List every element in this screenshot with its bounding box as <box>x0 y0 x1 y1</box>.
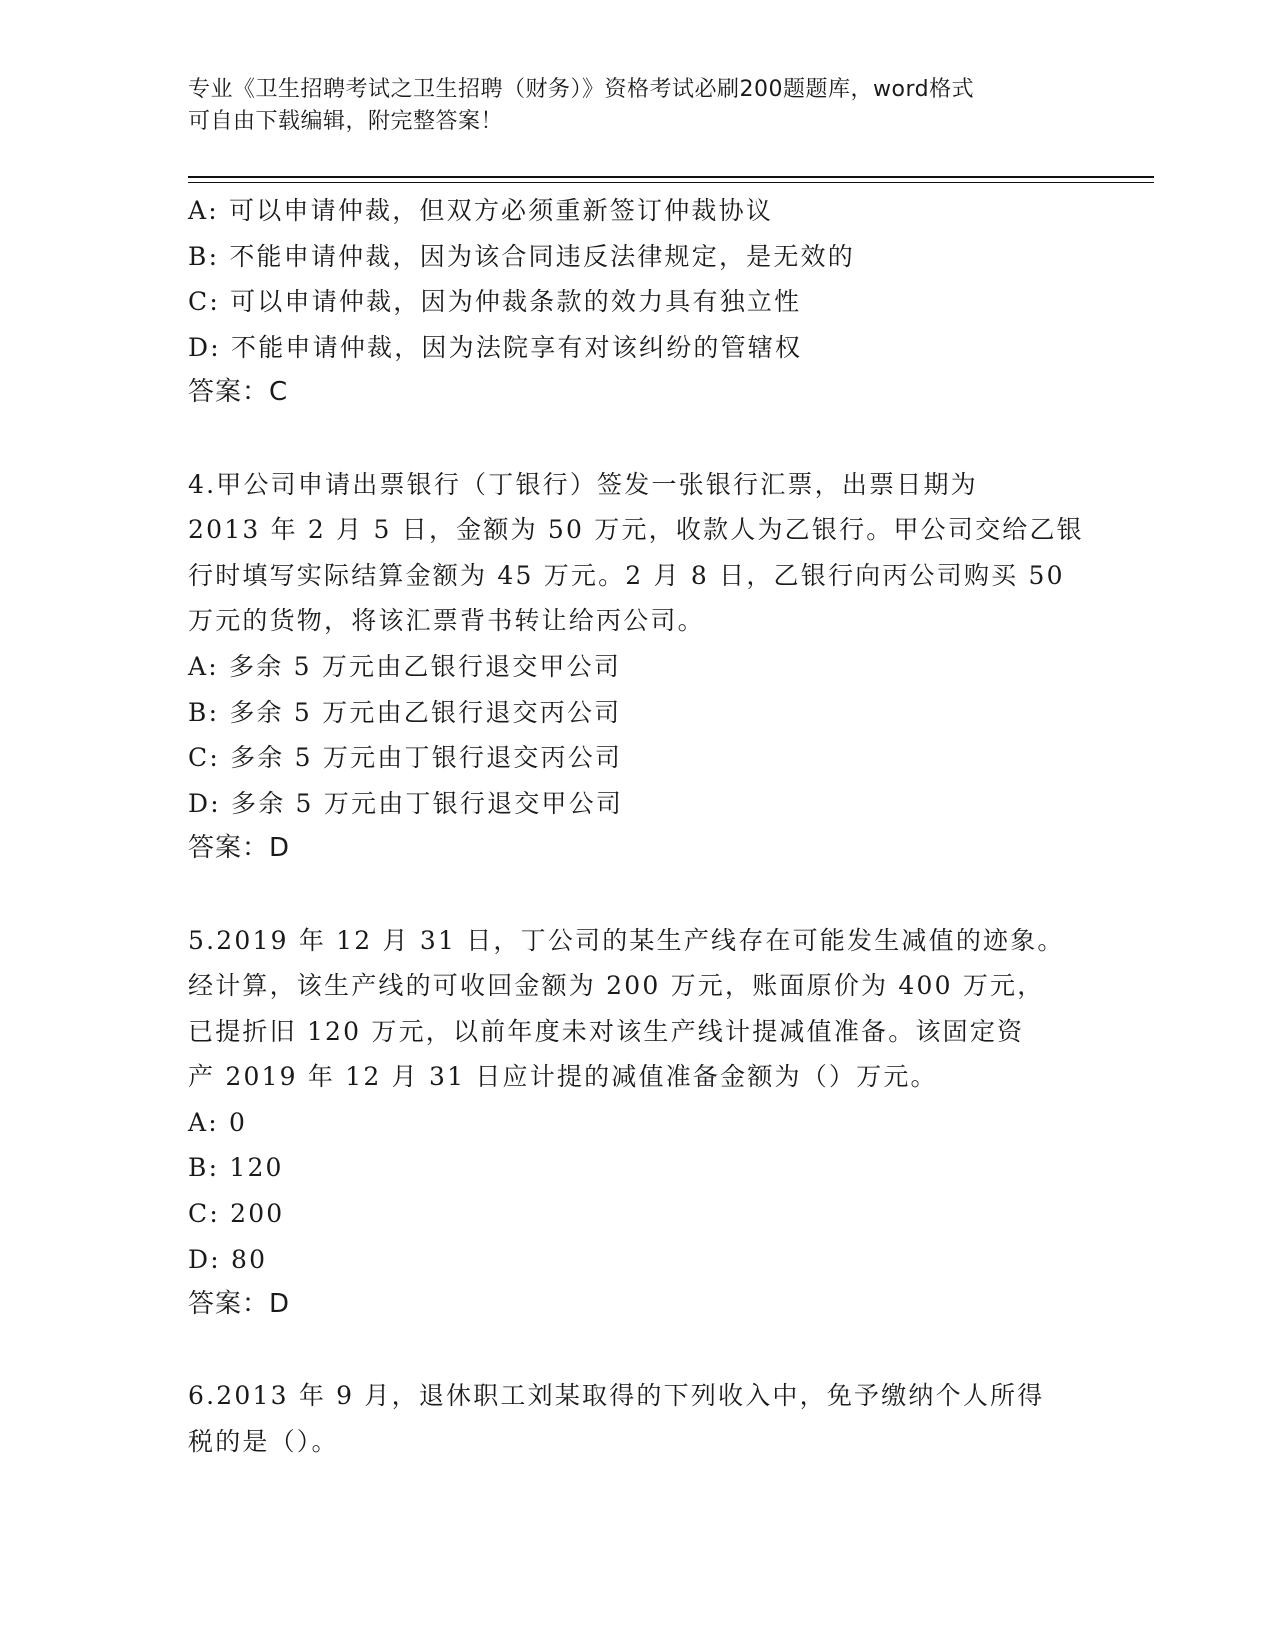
option-c: C: 200 <box>188 1199 285 1229</box>
question-stem-line: 5.2019 年 12 月 31 日，丁公司的某生产线存在可能发生减值的迹象。 <box>188 925 1065 955</box>
answer: 答案：C <box>188 377 289 408</box>
question-list <box>188 188 1088 1465</box>
question-5 <box>188 918 1088 1328</box>
spacer <box>188 1328 1088 1374</box>
option-d: D: 不能申请仲裁，因为法院享有对该纠纷的管辖权 <box>188 332 803 362</box>
question-4 <box>188 462 1088 872</box>
question-stem-line: 税的是（）。 <box>188 1427 339 1457</box>
question-stem-line: 行时填写实际结算金额为 45 万元。2 月 8 日，乙银行向丙公司购买 50 <box>188 560 1065 590</box>
header-title-line-2: 可自由下载编辑，附完整答案！ <box>188 109 504 134</box>
header-divider-thin <box>188 182 1154 183</box>
question-stem-line: 2013 年 2 月 5 日，金额为 50 万元，收款人为乙银行。甲公司交给乙银 <box>188 515 1084 545</box>
question-stem-line: 万元的货物，将该汇票背书转让给丙公司。 <box>188 606 705 636</box>
question-stem-line: 经计算，该生产线的可收回金额为 200 万元，账面原价为 400 万元， <box>188 971 1045 1001</box>
question-6 <box>188 1373 1088 1464</box>
question-stem-line: 已提折旧 120 万元，以前年度未对该生产线计提减值准备。该固定资 <box>188 1016 1025 1046</box>
option-b: B: 多余 5 万元由乙银行退交丙公司 <box>188 697 622 727</box>
option-b: B: 不能申请仲裁，因为该合同违反法律规定，是无效的 <box>188 241 855 271</box>
spacer <box>188 416 1088 462</box>
spacer <box>188 872 1088 918</box>
option-d: D: 80 <box>188 1244 268 1274</box>
header-divider-thick <box>188 176 1154 178</box>
answer: 答案：D <box>188 833 291 864</box>
question-stem-line: 4.甲公司申请出票银行（丁银行）签发一张银行汇票，出票日期为 <box>188 469 978 499</box>
question-stem-line: 产 2019 年 12 月 31 日应计提的减值准备金额为（）万元。 <box>188 1062 938 1092</box>
option-c: C: 多余 5 万元由丁银行退交丙公司 <box>188 743 623 773</box>
option-a: A: 0 <box>188 1107 248 1137</box>
option-d: D: 多余 5 万元由丁银行退交甲公司 <box>188 788 624 818</box>
question-3 <box>188 188 1088 416</box>
answer: 答案：D <box>188 1289 291 1320</box>
option-a: A: 可以申请仲裁，但双方必须重新签订仲裁协议 <box>188 196 774 225</box>
option-c: C: 可以申请仲裁，因为仲裁条款的效力具有独立性 <box>188 287 802 317</box>
option-b: B: 120 <box>188 1153 284 1183</box>
question-stem-line: 6.2013 年 9 月，退休职工刘某取得的下列收入中，免予缴纳个人所得 <box>188 1381 1045 1411</box>
document-header <box>188 74 1088 138</box>
header-title-line-1: 专业《卫生招聘考试之卫生招聘（财务）》资格考试必刷200题题库，word格式 <box>188 77 975 102</box>
option-a: A: 多余 5 万元由乙银行退交甲公司 <box>188 651 622 681</box>
